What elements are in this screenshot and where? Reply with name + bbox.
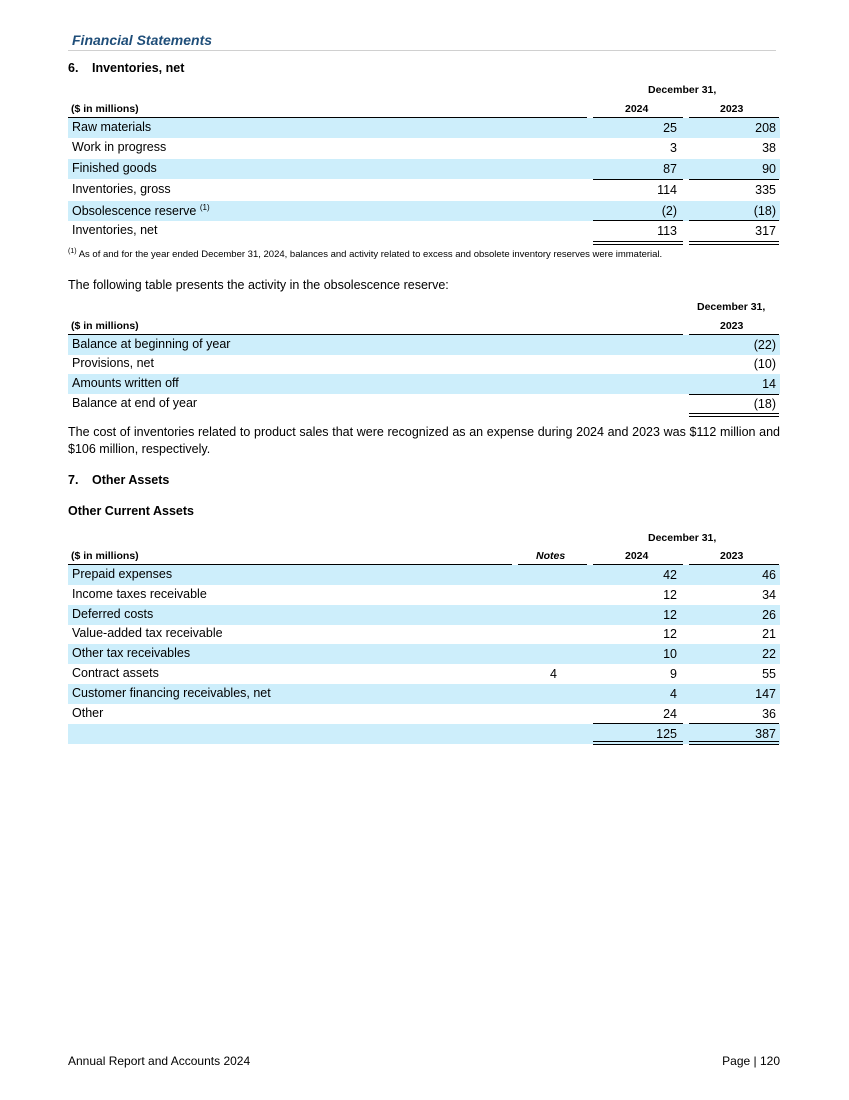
value-2023: 387 <box>755 727 776 741</box>
total-double-rule <box>593 244 683 245</box>
row-label: Other tax receivables <box>72 646 191 660</box>
period-header: December 31, <box>648 84 717 96</box>
row-label <box>72 203 210 218</box>
row-label: Inventories, gross <box>72 182 171 196</box>
table-row <box>68 354 780 374</box>
row-label: Raw materials <box>72 120 152 134</box>
total-double-rule <box>593 741 683 742</box>
table-row <box>68 221 780 241</box>
table-row <box>68 684 780 704</box>
value-2023: 36 <box>762 707 776 721</box>
row-label: Provisions, net <box>72 356 154 370</box>
value-2024: 3 <box>670 141 677 155</box>
row-label: Deferred costs <box>72 607 154 621</box>
value-2023: (18) <box>753 204 776 218</box>
section-number: 7. <box>68 473 79 487</box>
total-double-rule <box>689 416 779 417</box>
value-2023: 34 <box>762 588 776 602</box>
page-header-title: Financial Statements <box>72 32 213 48</box>
value-2023: 46 <box>762 568 776 582</box>
footer-report-title: Annual Report and Accounts 2024 <box>68 1054 251 1068</box>
value-2024: 125 <box>656 727 677 741</box>
section-heading-inventories <box>68 61 184 75</box>
total-double-rule <box>689 741 779 742</box>
value-2024: 25 <box>663 121 677 135</box>
footer-page-number: Page | 120 <box>722 1054 780 1068</box>
value-2023: 22 <box>762 647 776 661</box>
total-double-rule <box>689 744 779 745</box>
units-label: ($ in millions) <box>71 550 139 562</box>
value-2023: (22) <box>753 338 776 352</box>
table-row <box>68 394 780 414</box>
header-divider <box>68 50 776 51</box>
row-notes: 4 <box>550 667 557 681</box>
value-2023: 14 <box>762 377 776 391</box>
table-row <box>68 644 780 664</box>
value-2024: 12 <box>663 588 677 602</box>
value-2023: 208 <box>755 121 776 135</box>
value-2024: 42 <box>663 568 677 582</box>
total-double-rule <box>689 413 779 414</box>
row-label: Amounts written off <box>72 376 179 390</box>
value-2024: 113 <box>657 224 677 238</box>
value-2023: 38 <box>762 141 776 155</box>
section-title: Inventories, net <box>92 61 185 75</box>
column-header-notes: Notes <box>536 550 566 562</box>
column-header-2024: 2024 <box>625 550 649 562</box>
value-2024: 12 <box>663 627 677 641</box>
row-label: Finished goods <box>72 161 157 175</box>
row-label: Customer financing receivables, net <box>72 686 271 700</box>
value-2023: (18) <box>753 397 776 411</box>
value-2023: 335 <box>755 183 776 197</box>
column-header-2023: 2023 <box>720 550 744 562</box>
table-row <box>68 565 780 585</box>
value-2023: 21 <box>762 627 776 641</box>
column-header-2024: 2024 <box>625 103 649 115</box>
units-label: ($ in millions) <box>71 320 139 332</box>
table-row <box>68 201 780 221</box>
section-heading-other-assets <box>68 473 169 487</box>
value-2023: 317 <box>755 224 776 238</box>
column-header-2023: 2023 <box>720 103 744 115</box>
value-2024: 114 <box>657 183 677 197</box>
table-row <box>68 138 780 158</box>
row-label: Value-added tax receivable <box>72 626 223 640</box>
table-row <box>68 180 780 200</box>
subsection-heading: Other Current Assets <box>68 504 194 518</box>
table-row <box>68 118 780 138</box>
value-2024: 24 <box>663 707 677 721</box>
row-label: Inventories, net <box>72 223 158 237</box>
value-2023: 90 <box>762 162 776 176</box>
table-row <box>68 664 780 684</box>
value-2023: 147 <box>755 687 776 701</box>
row-label: Work in progress <box>72 140 167 154</box>
row-label-text: Obsolescence reserve <box>72 204 197 218</box>
total-double-rule <box>689 244 779 245</box>
footnote <box>68 248 662 260</box>
row-label: Balance at beginning of year <box>72 337 231 351</box>
table-row <box>68 585 780 605</box>
table-row <box>68 374 780 394</box>
value-2024: 87 <box>663 162 677 176</box>
row-label: Other <box>72 706 104 720</box>
table-row <box>68 624 780 644</box>
row-label: Income taxes receivable <box>72 587 207 601</box>
table-row <box>68 159 780 179</box>
column-header-2023: 2023 <box>720 320 744 332</box>
total-double-rule <box>593 744 683 745</box>
value-2023: 26 <box>762 608 776 622</box>
value-2024: 9 <box>670 667 677 681</box>
section-title: Other Assets <box>92 473 170 487</box>
section-number: 6. <box>68 61 79 75</box>
table-row <box>68 335 780 355</box>
row-label: Contract assets <box>72 666 159 680</box>
value-2024: 4 <box>670 687 677 701</box>
value-2024: 12 <box>663 608 677 622</box>
total-double-rule <box>593 241 683 242</box>
value-2023: 55 <box>762 667 776 681</box>
value-2023: (10) <box>753 357 776 371</box>
period-header: December 31, <box>648 532 717 544</box>
total-double-rule <box>689 241 779 242</box>
period-header: December 31, <box>697 301 766 313</box>
table-row <box>68 605 780 625</box>
footnote-marker: (1) <box>199 203 210 212</box>
cost-of-inventories-paragraph: The cost of inventories related to product sales that were recognized as an expense during 2024 and 2023 was $112 million and $106 million, respectively. <box>68 425 780 456</box>
row-label: Prepaid expenses <box>72 567 173 581</box>
units-label: ($ in millions) <box>71 103 139 115</box>
table-row <box>68 704 780 724</box>
footnote-text: As of and for the year ended December 31, 2024, balances and activity related to excess and obsolete inventory reserves were immaterial. <box>78 249 663 260</box>
value-2024: (2) <box>661 204 677 218</box>
value-2024: 10 <box>663 647 677 661</box>
footnote-marker: (1) <box>68 248 77 255</box>
reserve-intro-text: The following table presents the activity in the obsolescence reserve: <box>68 278 449 292</box>
row-label: Balance at end of year <box>72 396 198 410</box>
